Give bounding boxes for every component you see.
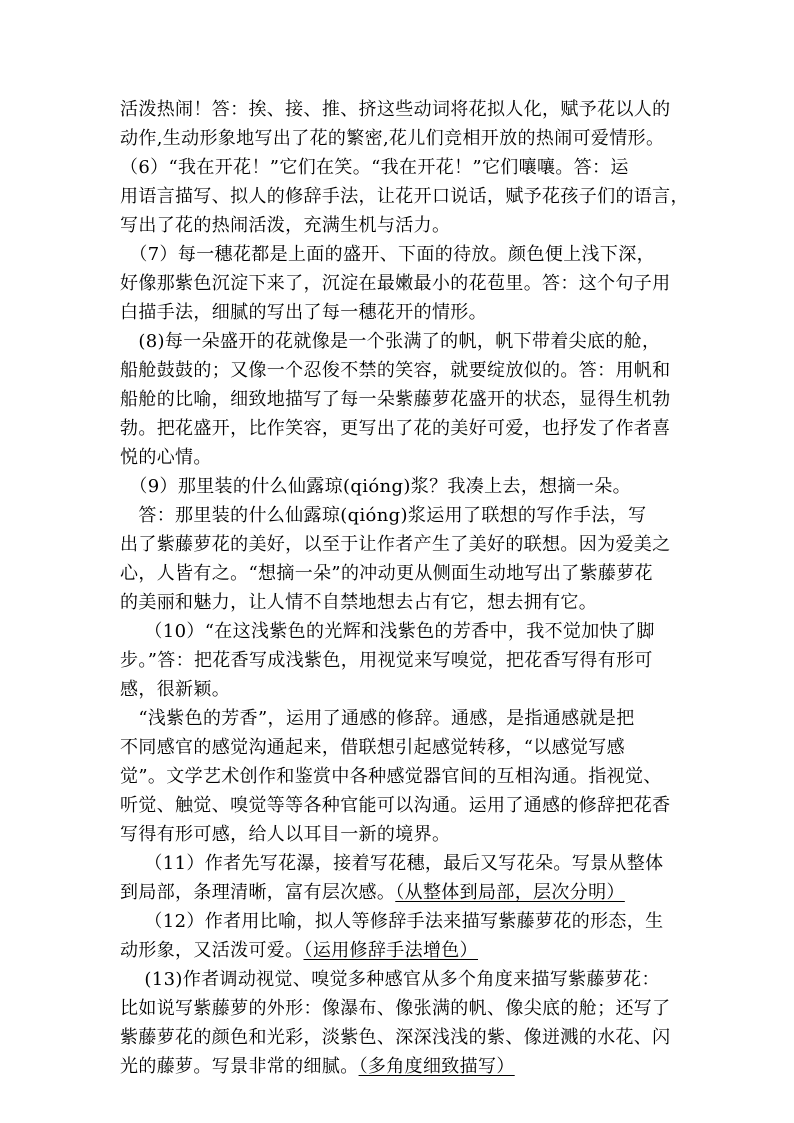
line-text: “浅紫色的芳香”，运用了通感的修辞。通感，是指通感就是把 <box>120 708 635 729</box>
line-text: （9）那里装的什么仙露琼(qióng)浆？我凑上去，想摘一朵。 <box>120 476 631 497</box>
line-text: 步。”答：把花香写成浅紫色，用视觉来写嗅觉，把花香写得有形可 <box>120 650 653 671</box>
text-line <box>120 501 646 530</box>
line-text: 感，很新颖。 <box>120 679 231 700</box>
text-line <box>120 994 671 1023</box>
handwritten-note: （从整体到局部，层次分明） <box>395 882 625 903</box>
text-line <box>120 675 230 704</box>
line-text: （7）每一穗花都是上面的盛开、下面的待放。颜色便上浅下深， <box>120 244 655 265</box>
text-line <box>120 907 663 936</box>
text-line <box>120 849 663 878</box>
text-line <box>120 704 635 733</box>
line-text: 光的藤萝。写景非常的细腻。 <box>120 1056 359 1077</box>
text-line <box>120 965 660 994</box>
text-line <box>120 733 625 762</box>
line-text: 出了紫藤萝花的美好，以至于让作者产生了美好的联想。因为爱美之 <box>120 534 671 555</box>
line-text: 勃。把花盛开，比作笑容，更写出了花的美好可爱，也抒发了作者喜 <box>120 418 671 439</box>
line-text: 用语言描写、拟人的修辞手法，让花开口说话，赋予花孩子们的语言， <box>120 186 689 207</box>
text-line <box>120 878 625 907</box>
text-line <box>120 646 653 675</box>
line-text: 到局部，条理清晰，富有层次感。 <box>120 882 396 903</box>
line-text: 写得有形可感，给人以耳目一新的境界。 <box>120 824 451 845</box>
line-text: 不同感官的感觉沟通起来，借联想引起感觉转移，“以感觉写感 <box>120 737 625 758</box>
line-text: 白描手法，细腻的写出了每一穗花开的情形。 <box>120 302 487 323</box>
text-line <box>120 617 655 646</box>
line-text: 觉”。文学艺术创作和鉴赏中各种感觉器官间的互相沟通。指视觉、 <box>120 766 662 787</box>
line-text: 写出了花的热闹活泼，充满生机与活力。 <box>120 215 451 236</box>
text-line <box>120 240 655 269</box>
text-line <box>120 124 664 153</box>
text-line <box>120 385 671 414</box>
line-text: 船舱鼓鼓的；又像一个忍俊不禁的笑容，就要绽放似的。答：用帆和 <box>120 360 671 381</box>
line-text: 听觉、触觉、嗅觉等等各种官能可以沟通。运用了通感的修辞把花香 <box>120 795 671 816</box>
text-line <box>120 762 662 791</box>
line-text: 紫藤萝花的颜色和光彩，淡紫色、深深浅浅的紫、像迸溅的水花、闪 <box>120 1027 671 1048</box>
text-line <box>120 269 671 298</box>
line-text: 船舱的比喻，细致地描写了每一朵紫藤萝花盛开的状态，显得生机勃 <box>120 389 671 410</box>
text-line <box>120 1052 515 1081</box>
text-line <box>120 327 660 356</box>
line-text: 比如说写紫藤萝的外形：像瀑布、像张满的帆、像尖底的舱；还写了 <box>120 998 671 1019</box>
text-line <box>120 936 478 965</box>
text-line <box>120 153 629 182</box>
line-text: （12）作者用比喻，拟人等修辞手法来描写紫藤萝花的形态，生 <box>120 911 664 932</box>
line-text: 动作,生动形象地写出了花的繁密,花儿们竞相开放的热闹可爱情形。 <box>120 128 665 149</box>
line-text: 的美丽和魅力，让人情不自禁地想去占有它，想去拥有它。 <box>120 592 598 613</box>
text-line <box>120 1023 671 1052</box>
line-text: 好像那紫色沉淀下来了，沉淀在最嫩最小的花苞里。答：这个句子用 <box>120 273 671 294</box>
line-text: (13)作者调动视觉、嗅觉多种感官从多个角度来描写紫藤萝花： <box>120 969 660 990</box>
text-line <box>120 211 450 240</box>
text-line <box>120 356 671 385</box>
line-text: （11）作者先写花瀑，接着写花穗，最后又写花朵。写景从整体 <box>120 853 664 874</box>
text-line <box>120 559 653 588</box>
text-line <box>120 95 671 124</box>
text-line <box>120 298 487 327</box>
handwritten-note: （运用修辞手法增色） <box>303 940 478 961</box>
line-text: (8)每一朵盛开的花就像是一个张满了的帆，帆下带着尖底的舱， <box>120 331 661 352</box>
line-text: 活泼热闹！答：挨、接、推、挤这些动词将花拟人化，赋予花以人的 <box>120 99 671 120</box>
text-line <box>120 791 671 820</box>
line-text: 动形象，又活泼可爱。 <box>120 940 304 961</box>
text-line <box>120 530 671 559</box>
line-text: 心，人皆有之。“想摘一朵”的冲动更从侧面生动地写出了紫藤萝花 <box>120 563 653 584</box>
line-text: 悦的心情。 <box>120 447 212 468</box>
text-line <box>120 414 671 443</box>
text-line <box>120 443 212 472</box>
line-text: 答：那里装的什么仙露琼(qióng)浆运用了联想的写作手法，写 <box>120 505 647 526</box>
text-line <box>120 820 450 849</box>
line-text: （6）“我在开花！”它们在笑。“我在开花！”它们嚷嚷。答：运 <box>120 157 629 178</box>
handwritten-note: （多角度细致描写） <box>358 1056 515 1077</box>
text-line <box>120 588 597 617</box>
line-text: （10）“在这浅紫色的光辉和浅紫色的芳香中，我不觉加快了脚 <box>120 621 655 642</box>
text-line <box>120 182 689 211</box>
text-line <box>120 472 631 501</box>
